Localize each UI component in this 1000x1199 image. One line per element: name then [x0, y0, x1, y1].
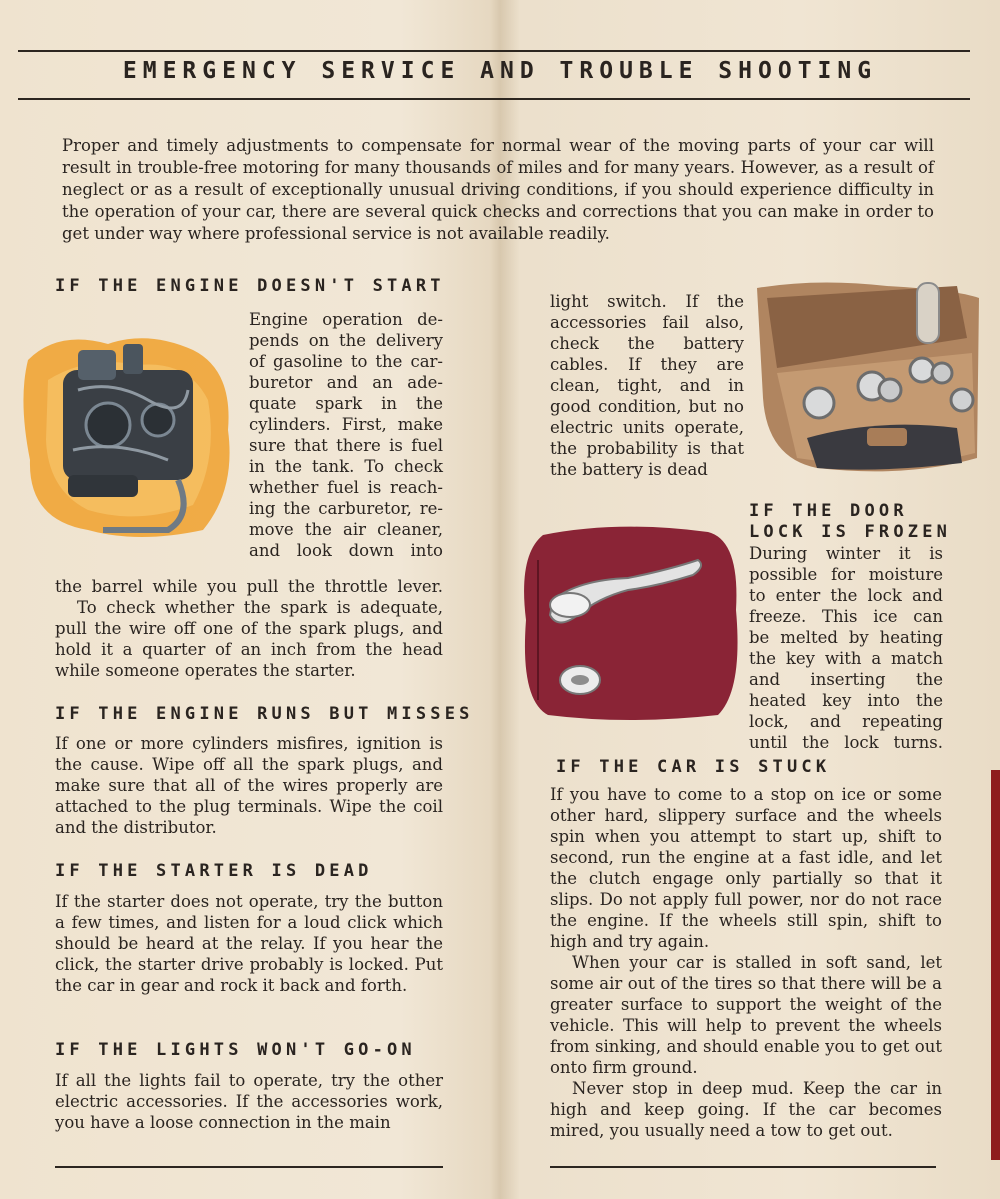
heading-car-stuck: IF THE CAR IS STUCK: [556, 757, 831, 777]
lights-continued: [550, 291, 744, 480]
bottom-rule-right: [550, 1166, 936, 1168]
car-stuck-sand: When your car is stalled in soft sand, let some air out of the tires so that there will be a greater surface to support the weight of the vehicle. This will help to prevent the wheels from sinking, and should enable you to get out onto firm ground.: [550, 953, 942, 1077]
text-line: cables. If they are: [550, 355, 744, 374]
text-line: clean, tight, and in: [550, 376, 744, 395]
engine-illustration: [18, 330, 238, 540]
heading-lights: IF THE LIGHTS WON'T GO-ON: [55, 1040, 416, 1060]
text-line: and inserting the: [749, 670, 943, 689]
text-line: quate spark in the: [249, 394, 443, 413]
title-underline: [18, 98, 970, 100]
intro-paragraph: Proper and timely adjustments to compensate for normal wear of the moving parts of your car will result in trouble-free motoring for many thousands of miles and for many years. However, as a result of neglect or as a result of exceptionally unusual driving conditions, if you should experience difficulty in the operation of your car, there are several quick checks and corrections that you can make in order to get under way where professional service is not available readily.: [62, 136, 934, 243]
car-stuck-mud: Never stop in deep mud. Keep the car in high and keep going. If the car becomes mired, you usually need a tow to get out.: [550, 1079, 942, 1140]
dashboard-illustration: [757, 278, 979, 478]
engine-start-narrow-lines: [249, 309, 443, 561]
door-lock-body: [749, 543, 943, 753]
text-line: accessories fail also,: [550, 313, 744, 332]
text-line: the battery is dead: [550, 460, 708, 479]
text-line: Engine operation de-: [249, 310, 443, 329]
text-line: be melted by heating: [749, 628, 943, 647]
text-line: and look down into: [249, 541, 443, 560]
engine-start-spark: To check whether the spark is adequate, pull the wire off one of the spark plugs, and hold it a quarter of an inch from the head while someone operates the starter.: [55, 598, 443, 680]
door-handle-illustration: [518, 520, 743, 725]
text-line: in the tank. To check: [249, 457, 443, 476]
text-line: move the air cleaner,: [249, 520, 443, 539]
text-line: pends on the delivery: [249, 331, 443, 350]
text-line: check the battery: [550, 334, 744, 353]
text-line: of gasoline to the car-: [249, 352, 443, 371]
car-stuck-ice: If you have to come to a stop on ice or some other hard, slippery surface and the wheels spin when you attempt to start up, shift to second, run the engine at a fast idle, and let the clutch engage only partially so that it slips. Do not apply full power, nor do not race the engine. If the wheels still spin, shift to high and try again.: [550, 785, 942, 951]
text-line: ing the carburetor, re-: [249, 499, 443, 518]
text-line: whether fuel is reach-: [249, 478, 443, 497]
text-line: cylinders. First, make: [249, 415, 443, 434]
engine-start-tail: the barrel while you pull the throttle lever.: [55, 577, 443, 596]
lights-body: If all the lights fail to operate, try the other electric accessories. If the accessories work, you have a loose connection in the main: [55, 1071, 443, 1132]
text-line: the key with a match: [749, 649, 943, 668]
page-edge-band: [991, 770, 1000, 1160]
heading-door-lock-line1: IF THE DOOR: [749, 501, 908, 521]
heading-door-lock-line2: LOCK IS FROZEN: [749, 522, 952, 542]
text-line: sure that there is fuel: [249, 436, 443, 455]
text-line: electric units operate,: [550, 418, 744, 437]
starter-dead-body: If the starter does not operate, try the button a few times, and listen for a loud click which should be heard at the relay. If you hear the click, the starter drive probably is locked. Put the car in gear and rock it back and forth.: [55, 892, 443, 995]
text-line: During winter it is: [749, 544, 943, 563]
text-line: heated key into the: [749, 691, 943, 710]
text-line: to enter the lock and: [749, 586, 943, 605]
text-line: light switch. If the: [550, 292, 744, 311]
page-title: EMERGENCY SERVICE AND TROUBLE SHOOTING: [122, 58, 878, 84]
text-line: buretor and an ade-: [249, 373, 443, 392]
text-line: until the lock turns.: [749, 733, 943, 752]
text-line: possible for moisture: [749, 565, 943, 584]
heading-engine-doesnt-start: IF THE ENGINE DOESN'T START: [55, 276, 445, 296]
top-rule: [18, 50, 970, 52]
engine-start-body: [55, 576, 443, 681]
text-line: good condition, but no: [550, 397, 744, 416]
heading-starter-dead: IF THE STARTER IS DEAD: [55, 861, 373, 881]
heading-engine-misses: IF THE ENGINE RUNS BUT MISSES: [55, 704, 474, 724]
bottom-rule-left: [55, 1166, 443, 1168]
engine-misses-body: If one or more cylinders misfires, ignition is the cause. Wipe off all the spark plugs, and make sure that all of the wires properly are attached to the plug terminals. Wipe the coil and the distributor.: [55, 734, 443, 837]
text-line: lock, and repeating: [749, 712, 943, 731]
text-line: the probability is that: [550, 439, 744, 458]
text-line: freeze. This ice can: [749, 607, 943, 626]
car-stuck-body: [550, 784, 942, 1141]
